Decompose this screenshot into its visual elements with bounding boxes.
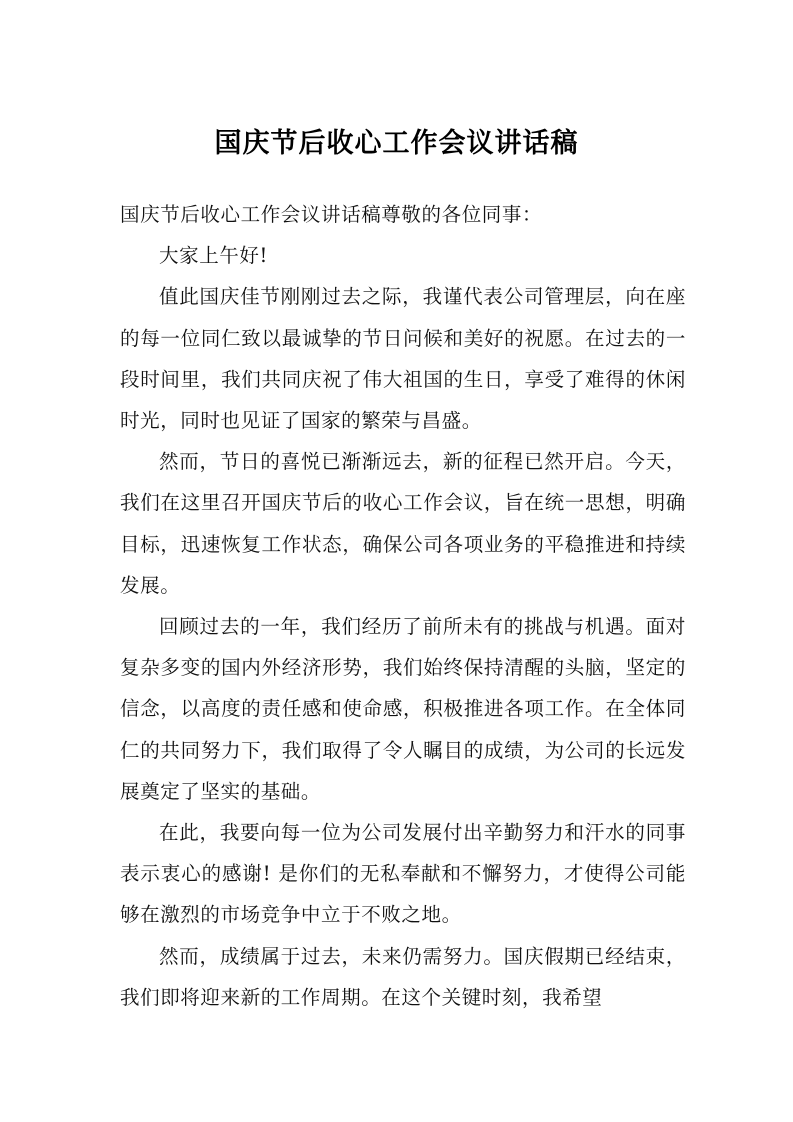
document-body — [120, 194, 686, 1018]
document-title: 国庆节后收心工作会议讲话稿 — [214, 128, 579, 159]
body-paragraph: 值此国庆佳节刚刚过去之际，我谨代表公司管理层，向在座的每一位同仁致以最诚挚的节日问候和美好的祝愿。在过去的一段时间里，我们共同庆祝了伟大祖国的生日，享受了难得的休闲时光，同时也见证了国家的繁荣与昌盛。 — [120, 285, 686, 433]
salutation-paragraph: 国庆节后收心工作会议讲话稿尊敬的各位同事： — [120, 203, 543, 226]
body-paragraph: 然而，成绩属于过去，未来仍需努力。国庆假期已经结束，我们即将迎来新的工作周期。在这个关键时刻，我希望 — [120, 944, 686, 1009]
body-paragraph: 在此，我要向每一位为公司发展付出辛勤努力和汗水的同事表示衷心的感谢! 是你们的无私奉献和不懈努力，才使得公司能够在激烈的市场竞争中立于不败之地。 — [120, 821, 686, 927]
greeting-paragraph: 大家上午好! — [159, 244, 268, 268]
body-paragraph: 回顾过去的一年，我们经历了前所未有的挑战与机遇。面对复杂多变的国内外经济形势，我们始终保持清醒的头脑，坚定的信念，以高度的责任感和使命感，积极推进各项工作。在全体同仁的共同努力下，我们取得了令人瞩目的成绩，为公司的长远发展奠定了坚实的基础。 — [120, 615, 686, 803]
body-paragraph: 然而，节日的喜悦已渐渐远去，新的征程已然开启。今天，我们在这里召开国庆节后的收心工作会议，旨在统一思想，明确目标，迅速恢复工作状态，确保公司各项业务的平稳推进和持续发展。 — [120, 450, 686, 597]
